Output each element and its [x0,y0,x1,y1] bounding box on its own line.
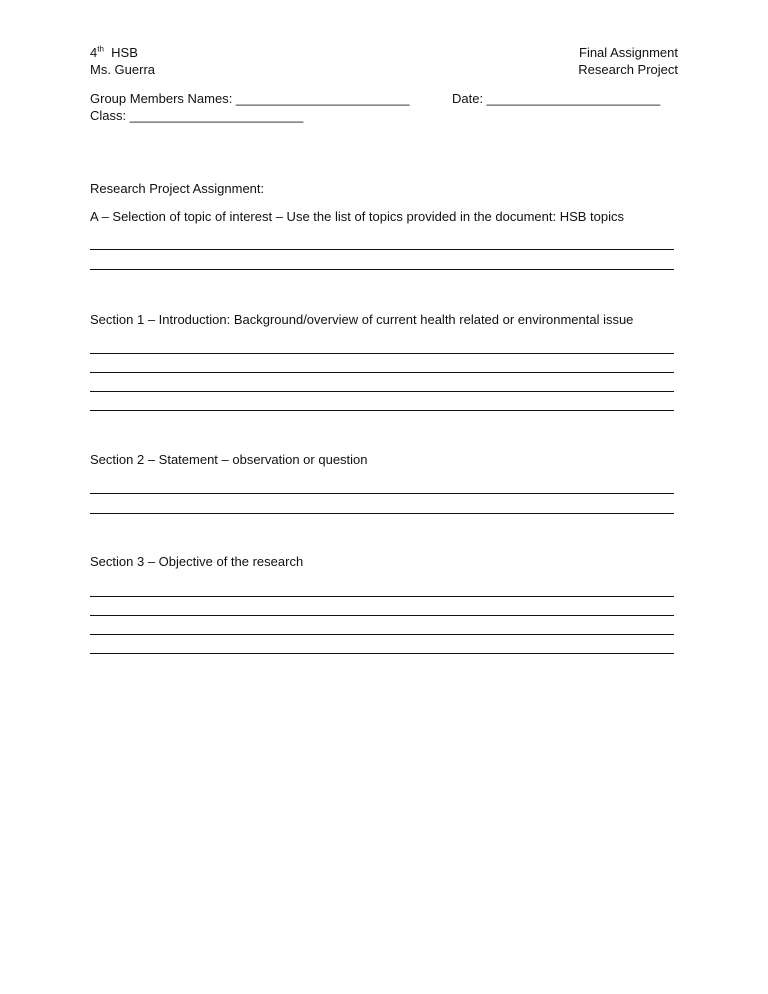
answer-line[interactable] [90,391,674,392]
section-2-prompt: Section 2 – Statement – observation or question [90,452,368,467]
answer-line[interactable] [90,269,674,270]
answer-line[interactable] [90,615,674,616]
group-members-field[interactable]: Group Members Names: ________________________ [90,91,410,106]
teacher-name: Ms. Guerra [90,62,156,77]
assignment-heading: Research Project Assignment: [90,181,265,196]
assignment-title: Final Assignment [579,45,678,60]
answer-line[interactable] [90,410,674,411]
answer-line[interactable] [90,513,674,514]
part-a-prompt: A – Selection of topic of interest – Use the list of topics provided in the document: HSB topics [90,209,625,224]
course-name: HSB [111,45,138,60]
date-field[interactable]: Date: ________________________ [452,91,661,106]
answer-line[interactable] [90,653,674,654]
class-field[interactable]: Class: ________________________ [90,108,304,123]
grade-course [90,45,138,61]
answer-line[interactable] [90,634,674,635]
section-1-prompt: Section 1 – Introduction: Background/overview of current health related or environmental issue [90,312,634,327]
grade-superscript: th [97,44,104,54]
answer-line[interactable] [90,249,674,250]
answer-line[interactable] [90,493,674,494]
section-3-prompt: Section 3 – Objective of the research [90,554,304,569]
grade-number: 4 [90,45,98,60]
answer-line[interactable] [90,353,674,354]
answer-line[interactable] [90,372,674,373]
assignment-subtitle: Research Project [578,62,678,77]
answer-line[interactable] [90,596,674,597]
